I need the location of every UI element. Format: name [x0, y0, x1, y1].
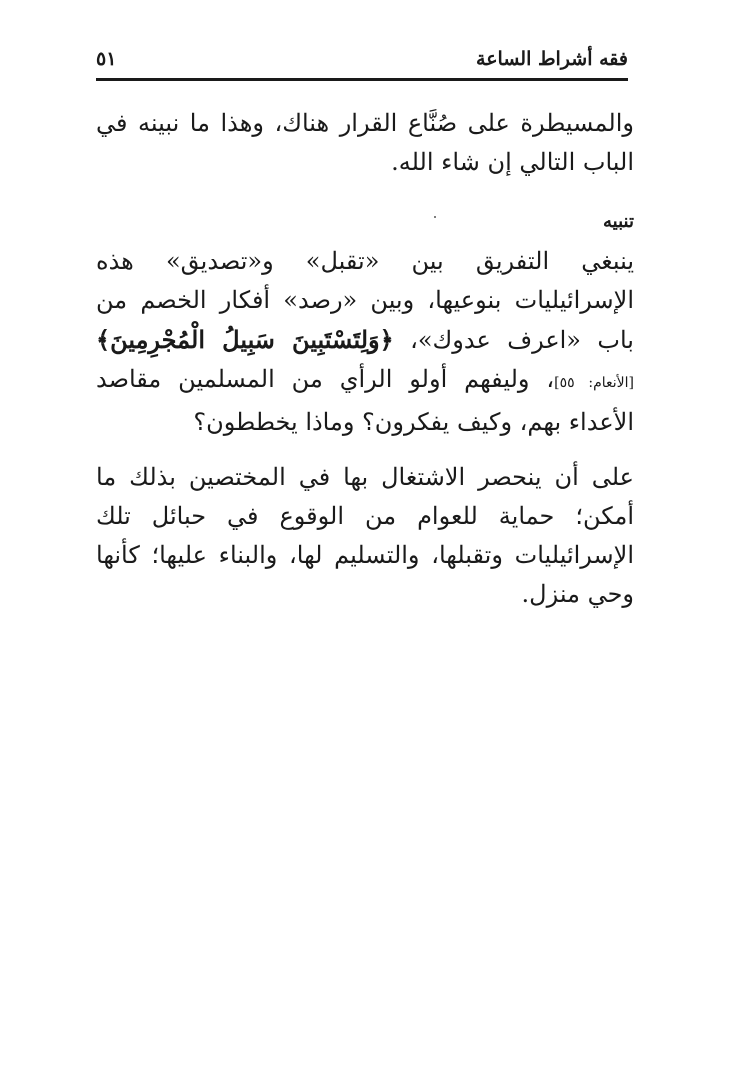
scan-speck [434, 216, 436, 218]
quran-verse: ﴿وَلِتَسْتَبِينَ سَبِيلُ الْمُجْرِمِينَ﴾ [96, 325, 394, 354]
section-heading: تنبيه [603, 211, 634, 232]
header-rule [96, 78, 628, 81]
paragraph-continuation: والمسيطرة على صُنَّاع القرار هناك، وهذا ما نبينه في الباب التالي إن شاء الله. [96, 109, 634, 176]
page-body [96, 104, 634, 614]
page-number: ٥١ [96, 48, 117, 70]
paragraph-final: على أن ينحصر الاشتغال بها في المختصين بذلك ما أمكن؛ حماية للعوام من الوقوع في حبائل تلك الإسرائيليات وتقبلها، والتسليم لها، والبناء عليها؛ كأنها وحي منزل. [96, 463, 634, 608]
note-text-b: ، وليفهم أولو الرأي من المسلمين مقاصد الأعداء بهم، وكيف يفكرون؟ وماذا يخططون؟ [96, 365, 634, 436]
note-text-a: ينبغي التفريق بين «تقبل» و«تصديق» هذه الإسرائيليات بنوعيها، وبين «رصد» أفكار الخصم من باب «اعرف عدوك»، [96, 247, 634, 354]
page-header [96, 44, 628, 76]
running-title: فقه أشراط الساعة [476, 48, 628, 70]
verse-citation: [الأنعام: ٥٥] [554, 375, 634, 391]
paragraph-note [96, 242, 634, 442]
